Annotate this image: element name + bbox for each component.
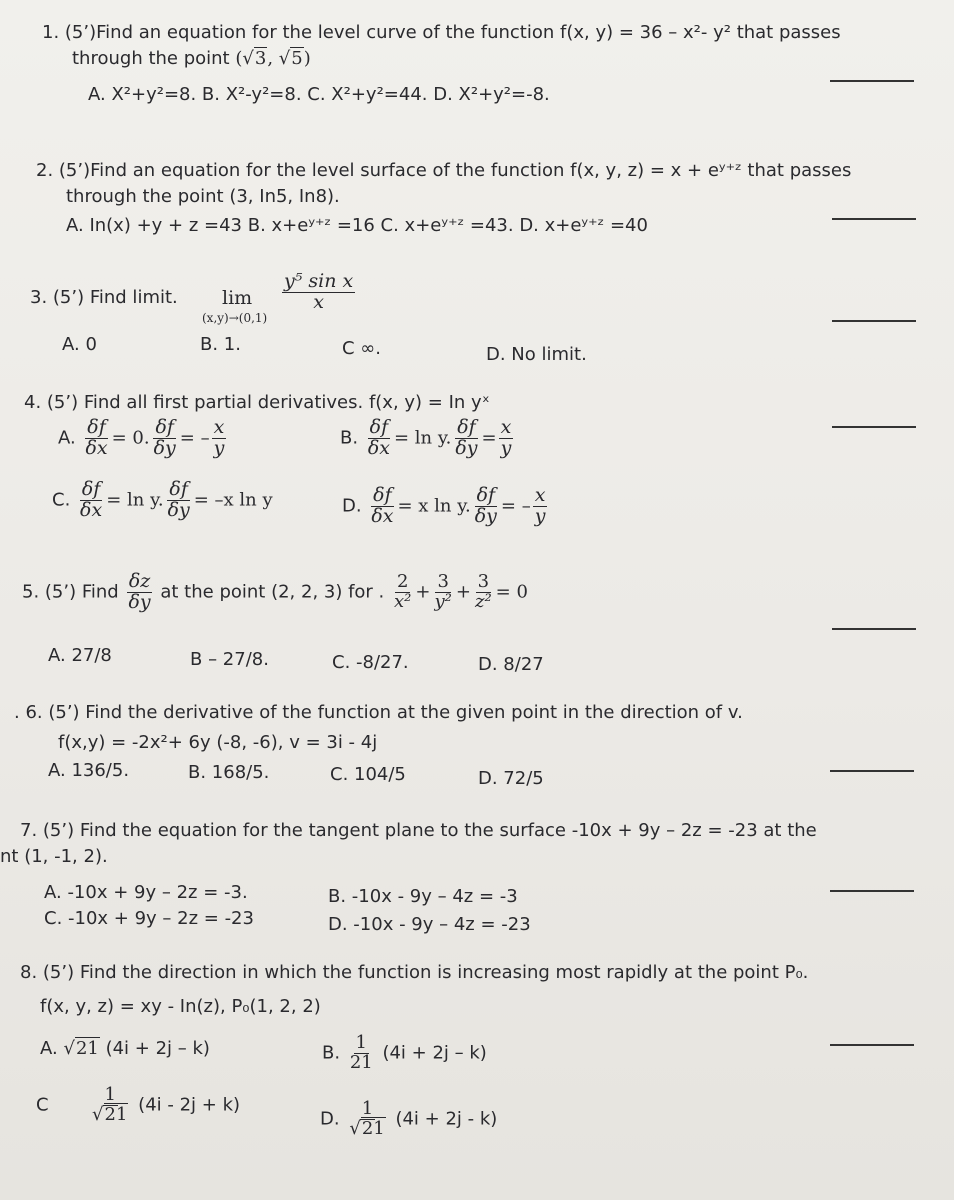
q4d-df1: δf bbox=[373, 484, 392, 506]
q8c-rad: 21 bbox=[104, 1103, 128, 1125]
q4a-fy: = – bbox=[179, 427, 210, 449]
q8a-sqrt: √21 bbox=[63, 1038, 99, 1059]
q4b-dy: δy bbox=[455, 436, 478, 459]
q4-label-b: B. bbox=[340, 427, 359, 449]
q3-choice-d: D. No limit. bbox=[486, 344, 587, 365]
q3-choice-a: A. 0 bbox=[62, 334, 97, 355]
q4d-fy: = – bbox=[500, 495, 531, 517]
q4c-df2: δf bbox=[169, 478, 188, 500]
q4-choice-b bbox=[340, 418, 515, 459]
q7-stem-line2: nt (1, -1, 2). bbox=[0, 846, 108, 867]
q8d-rad: 21 bbox=[361, 1117, 385, 1139]
q8-choice-a bbox=[40, 1038, 210, 1059]
q4b-fy: = bbox=[481, 427, 497, 449]
q5-dy: δy bbox=[128, 590, 151, 613]
q4b-dx: δx bbox=[367, 436, 390, 459]
q4d-fx: = x ln y. bbox=[397, 495, 471, 517]
q4a-y: y bbox=[213, 436, 225, 459]
q5-n2: 3 bbox=[437, 571, 449, 593]
q5-plus2: + bbox=[455, 581, 471, 603]
q8-stem-line2: f(x, y, z) = xy - In(z), P₀(1, 2, 2) bbox=[40, 996, 321, 1017]
q4c-fy: = –x ln y bbox=[193, 489, 273, 511]
q7-choice-d: D. -10x - 9y – 4z = -23 bbox=[328, 914, 531, 935]
q4a-fx: = 0. bbox=[111, 427, 150, 449]
q2-choices: A. In(x) +y + z =43 B. x+eʸ⁺ᶻ =16 C. x+eʸ⁺ᶻ =43. D. x+eʸ⁺ᶻ =40 bbox=[66, 215, 648, 236]
q4-label-a: A. bbox=[58, 427, 76, 449]
q4a-dy: δy bbox=[153, 436, 176, 459]
q4a-x: x bbox=[213, 416, 225, 438]
q4c-dx: δx bbox=[80, 498, 103, 521]
q1-point: (√3, √5) bbox=[235, 48, 311, 69]
q6-choice-c: C. 104/5 bbox=[330, 764, 406, 785]
q7-stem-line1: 7. (5’) Find the equation for the tangent plane to the surface -10x + 9y – 2z = -23 at the bbox=[20, 820, 817, 841]
q4b-df2: δf bbox=[457, 416, 476, 438]
q6-stem-line2: f(x,y) = -2x²+ 6y (-8, -6), v = 3i - 4j bbox=[58, 732, 378, 753]
q4a-df1: δf bbox=[87, 416, 106, 438]
q4-stem: 4. (5’) Find all first partial derivatives. f(x, y) = In yˣ bbox=[24, 392, 490, 413]
q4d-y: y bbox=[534, 504, 546, 527]
q1-choices: A. X²+y²=8. B. X²-y²=8. C. X²+y²=44. D. X²+y²=-8. bbox=[88, 84, 550, 105]
q5-choice-d: D. 8/27 bbox=[478, 654, 544, 675]
q1-stem-line2 bbox=[72, 48, 311, 69]
q7-choice-b: B. -10x - 9y – 4z = -3 bbox=[328, 886, 518, 907]
q8a-rad: 21 bbox=[75, 1038, 99, 1059]
q8d-vec: (4i + 2j - k) bbox=[395, 1108, 498, 1130]
q3-fraction bbox=[280, 272, 357, 313]
q5-stem-b: at the point (2, 2, 3) for . bbox=[160, 581, 385, 603]
q8-stem-line1: 8. (5’) Find the direction in which the function is increasing most rapidly at the point P₀. bbox=[20, 962, 809, 983]
q4d-dx: δx bbox=[371, 504, 394, 527]
q7-choice-c: C. -10x + 9y – 2z = -23 bbox=[44, 908, 254, 929]
q8d-num: 1 bbox=[361, 1098, 374, 1119]
q6-choice-a: A. 136/5. bbox=[48, 760, 130, 781]
q8c-num: 1 bbox=[104, 1084, 116, 1105]
q4b-y: y bbox=[500, 436, 512, 459]
q5-stem bbox=[22, 572, 528, 613]
q5-choice-a: A. 27/8 bbox=[48, 645, 112, 666]
q8-choice-c: C $\frac{1}{√21}$ (4i - 2j + k) bbox=[36, 1084, 241, 1125]
q3-numerator: y⁵ sin x bbox=[284, 270, 354, 292]
q5-stem-a: 5. (5’) Find bbox=[22, 581, 119, 603]
q4c-fx: = ln y. bbox=[106, 489, 164, 511]
q4-label-d: D. bbox=[342, 495, 362, 517]
q4b-fx: = ln y. bbox=[393, 427, 452, 449]
q4a-df2: δf bbox=[155, 416, 174, 438]
q3-stem: 3. (5’) Find limit. bbox=[30, 287, 178, 308]
q8c-vec: (4i - 2j + k) bbox=[138, 1094, 241, 1116]
q8-label-c: C bbox=[36, 1094, 49, 1116]
q7-answer-blank[interactable] bbox=[830, 890, 914, 892]
q3-choice-c: C ∞. bbox=[342, 338, 382, 359]
q8b-den: 21 bbox=[349, 1051, 373, 1073]
q2-stem-line1: 2. (5’)Find an equation for the level surface of the function f(x, y, z) = x + eʸ⁺ᶻ that passes bbox=[36, 160, 852, 181]
q6-choice-d: D. 72/5 bbox=[478, 768, 544, 789]
q2-answer-blank[interactable] bbox=[832, 218, 916, 220]
q5-n1: 2 bbox=[396, 571, 409, 593]
q5-n3: 3 bbox=[477, 571, 490, 593]
q8b-num: 1 bbox=[355, 1032, 367, 1053]
q5-d1: x² bbox=[394, 590, 412, 612]
q8-choice-b bbox=[322, 1034, 487, 1073]
q4-answer-blank[interactable] bbox=[832, 426, 916, 428]
q6-answer-blank[interactable] bbox=[830, 770, 914, 772]
q5-d2: y² bbox=[434, 590, 452, 612]
q1-answer-blank[interactable] bbox=[830, 80, 914, 82]
q3-lim-sub: (x,y)→(0,1) bbox=[202, 311, 268, 325]
q3-lim: lim bbox=[222, 287, 253, 309]
q1-point-x: 3 bbox=[254, 48, 267, 69]
q8-answer-blank[interactable] bbox=[830, 1044, 914, 1046]
q5-choice-c: C. -8/27. bbox=[332, 652, 409, 673]
q5-d3: z² bbox=[474, 590, 492, 612]
q4c-dy: δy bbox=[167, 498, 190, 521]
q2-stem-line2: through the point (3, In5, In8). bbox=[66, 186, 340, 207]
q8-choice-d: D. $\frac{1}{√21}$ (4i + 2j - k) bbox=[320, 1098, 498, 1139]
q4d-df2: δf bbox=[476, 484, 496, 506]
q8a-vec: (4i + 2j – k) bbox=[105, 1038, 210, 1059]
q4b-x: x bbox=[500, 416, 512, 438]
q8-label-b: B. bbox=[322, 1042, 341, 1064]
q5-choice-b: B – 27/8. bbox=[190, 649, 269, 670]
q4a-dx: δx bbox=[85, 436, 108, 459]
q3-choice-b: B. 1. bbox=[200, 334, 241, 355]
q5-eq-end: = 0 bbox=[495, 581, 528, 603]
q5-answer-blank[interactable] bbox=[832, 628, 916, 630]
q4-choice-c bbox=[52, 480, 273, 521]
q8-label-d: D. bbox=[320, 1108, 340, 1130]
q5-dz: δz bbox=[128, 570, 151, 592]
q4c-df1: δf bbox=[81, 478, 101, 500]
q8b-vec: (4i + 2j – k) bbox=[382, 1042, 487, 1064]
q1-stem-line1: 1. (5’)Find an equation for the level curve of the function f(x, y) = 36 – x²- y² that passes bbox=[42, 22, 841, 43]
q6-choice-b: B. 168/5. bbox=[188, 762, 270, 783]
q3-answer-blank[interactable] bbox=[832, 320, 916, 322]
q4d-dy: δy bbox=[474, 504, 497, 527]
q4-choice-a bbox=[58, 418, 228, 459]
q1-point-y: 5 bbox=[291, 48, 303, 69]
q4-label-c: C. bbox=[52, 489, 71, 511]
q1-stem-text: through the point bbox=[72, 48, 230, 69]
q6-stem-line1: . 6. (5’) Find the derivative of the function at the given point in the direction of v. bbox=[14, 702, 743, 723]
q5-plus1: + bbox=[415, 581, 431, 603]
q3-denominator: x bbox=[313, 290, 324, 313]
q7-choice-a: A. -10x + 9y – 2z = -3. bbox=[44, 882, 248, 903]
q4b-df1: δf bbox=[369, 416, 389, 438]
q8-label-a: A. bbox=[40, 1038, 58, 1059]
q4-choice-d bbox=[342, 486, 549, 527]
q4d-x: x bbox=[534, 484, 546, 506]
